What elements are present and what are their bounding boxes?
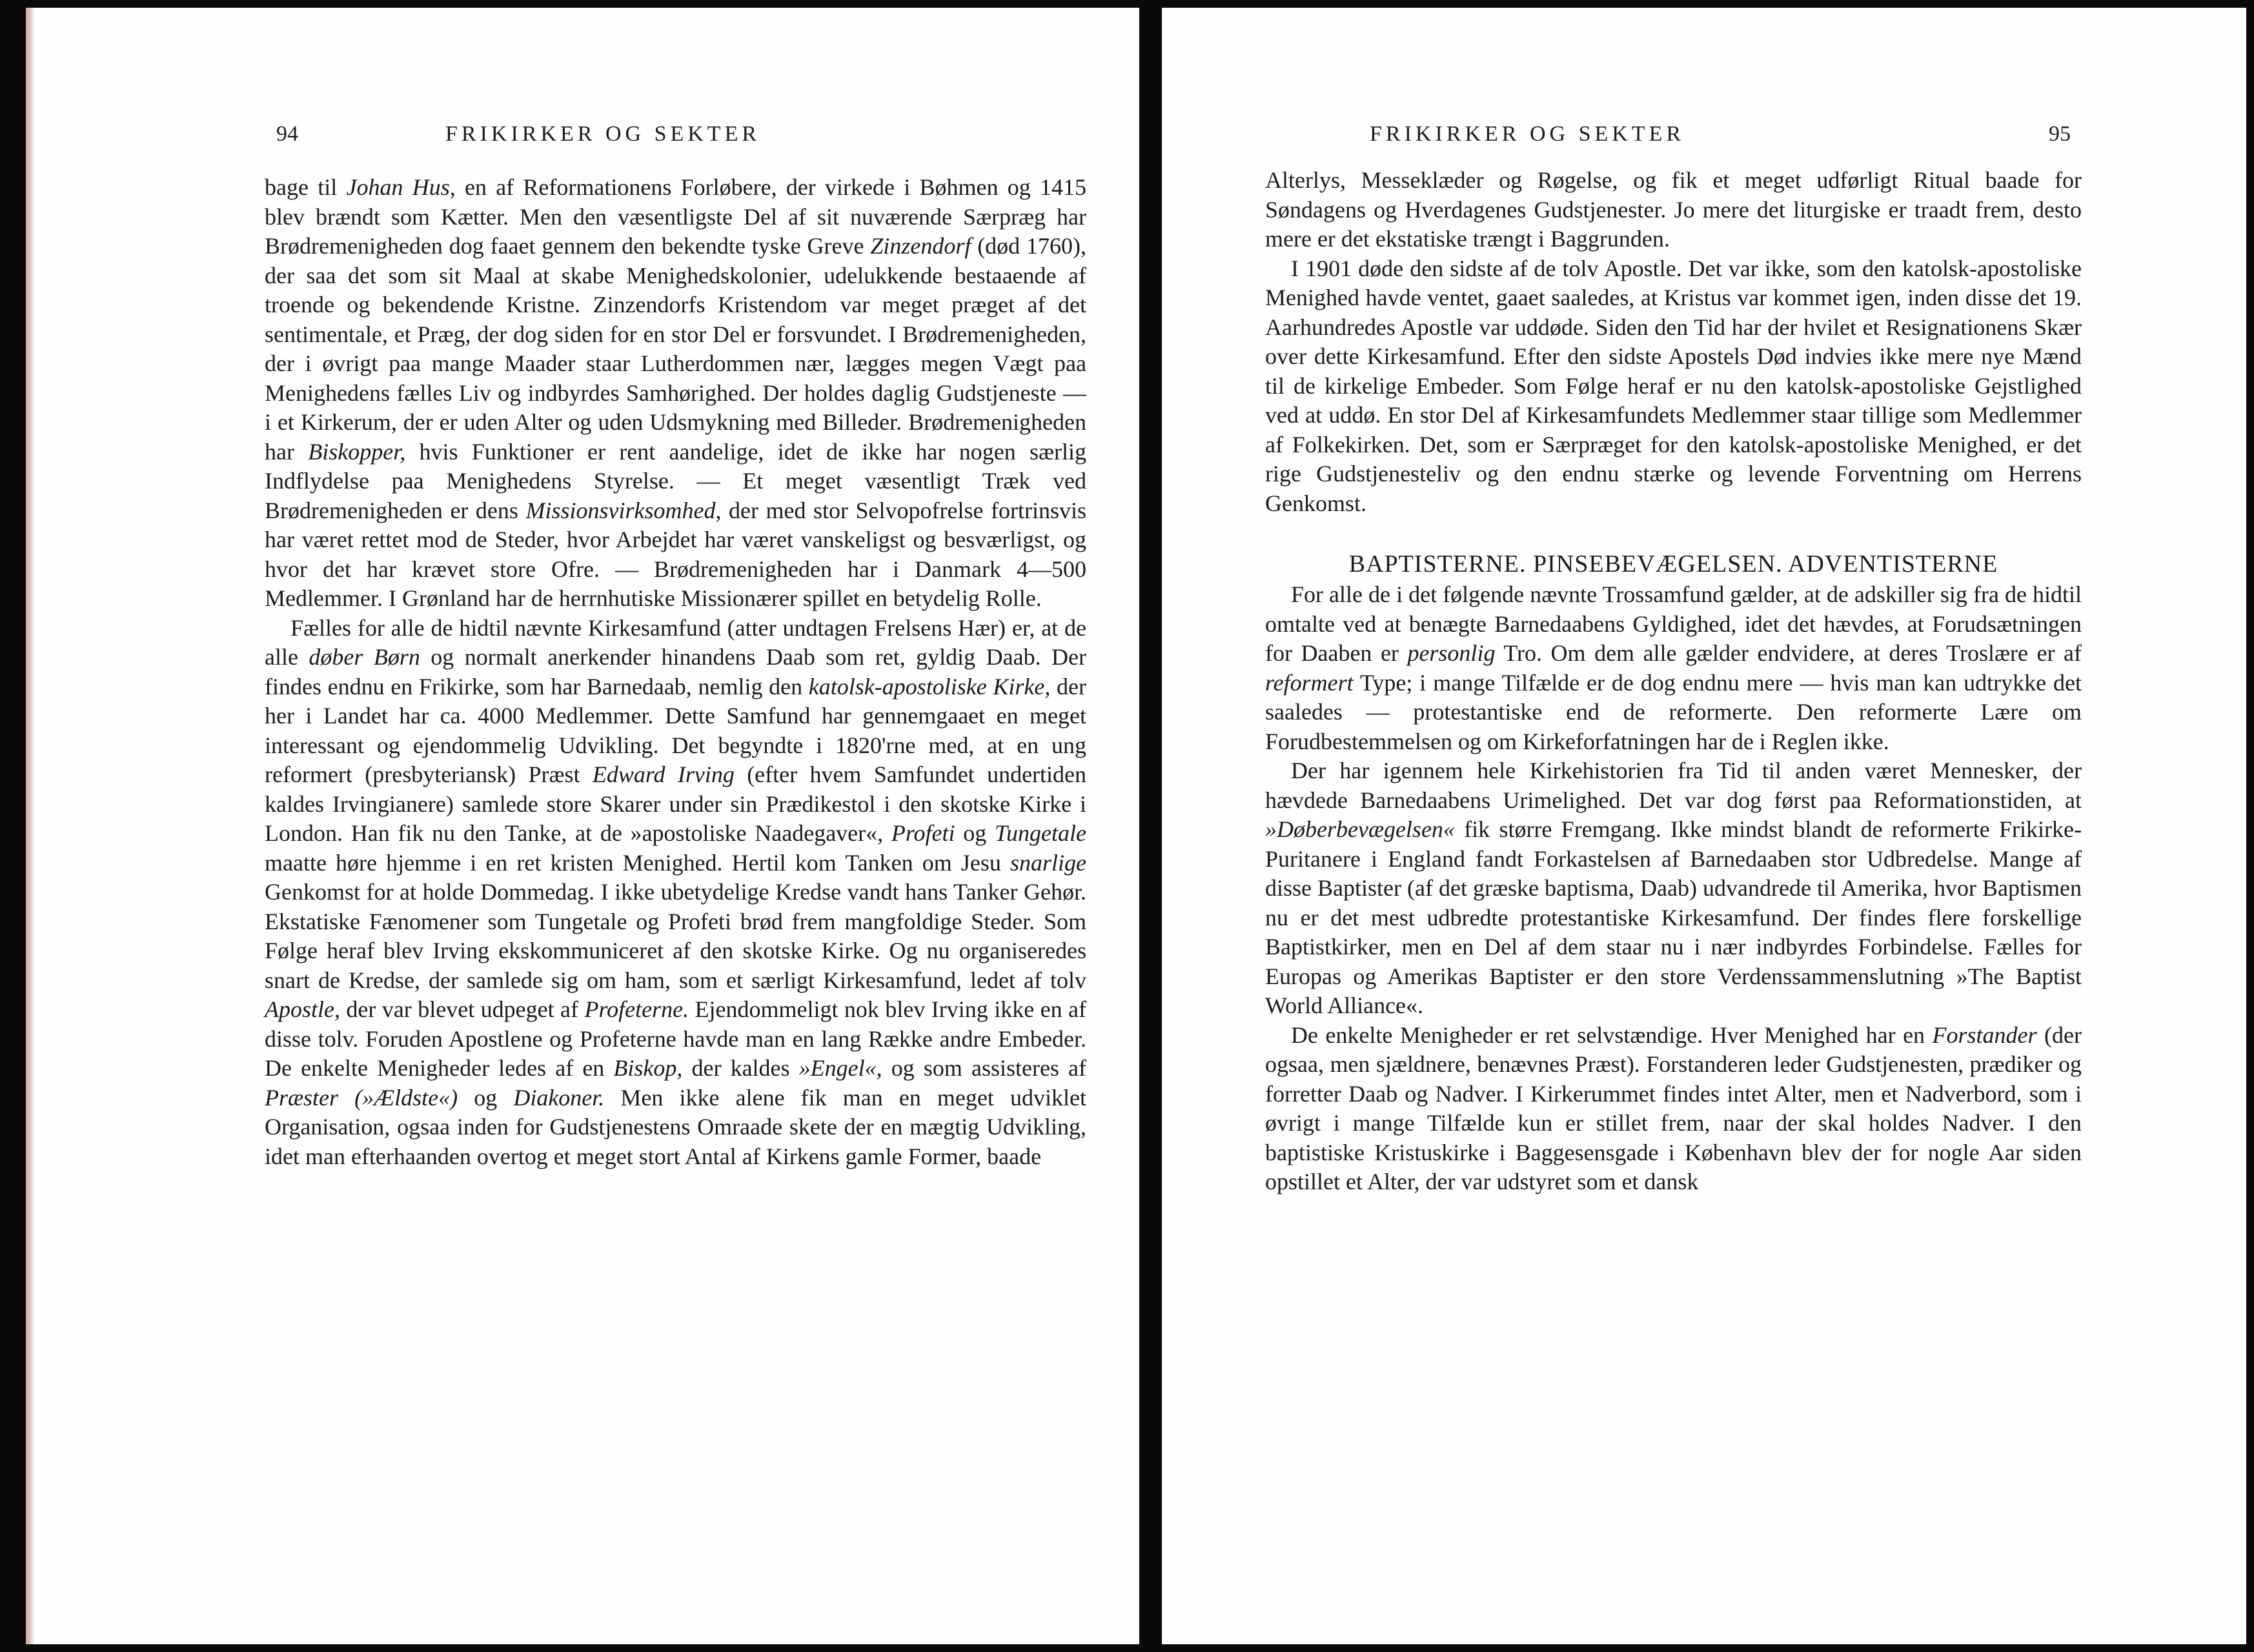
italic-run: Profeterne. — [584, 996, 689, 1022]
page-number-right: 95 — [2049, 122, 2071, 146]
paragraph: For alle de i det følgende nævnte Trossamfund gælder, at de adskiller sig fra de hidtil omtalte ved at benægte Barnedaabens Gyldighed, idet det hævdes, at Forudsætningen for Daaben er personlig Tro. Om dem alle gælder endvidere, at deres Troslære er af reformert Type; i mange Tilfælde er de dog endnu mere — hvis man kan udtrykke det saaledes — protestantiske end de reformerte. Den reformerte Lære om Forudbestemmelsen og om Kirkeforfatningen har de i Reglen ikke. — [1265, 581, 2082, 754]
italic-run: »Døberbevægelsen« — [1265, 816, 1455, 842]
italic-run: Diakoner. — [513, 1084, 605, 1111]
right-page — [1162, 8, 2246, 1644]
running-title-left: FRIKIRKER OG SEKTER — [445, 122, 761, 146]
paragraph: Fælles for alle de hidtil nævnte Kirkesamfund (atter undtagen Frelsens Hær) er, at de alle døber Børn og normalt anerkender hinandens Daab som ret, gyldig Daab. Der findes endnu en Frikirke, som har Barnedaab, nemlig den katolsk-apostoliske Kirke, der her i Landet har ca. 4000 Medlemmer. Dette Samfund har gennemgaaet en meget interessant og ejendommelig Udvikling. Det begyndte i 1820'rne med, at en ung reformert (presbyteriansk) Præst Edward Irving (efter hvem Samfundet undertiden kaldes Irvingianere) samlede store Skarer under sin Prædikestol i den skotske Kirke i London. Han fik nu den Tanke, at de »apostoliske Naadegaver«, Profeti og Tungetale maatte høre hjemme i en ret kristen Menighed. Hertil kom Tanken om Jesu snarlige Genkomst for at holde Dommedag. I ikke ubetydelige Kredse vandt hans Tanker Gehør. Ekstatiske Fænomener som Tungetale og Profeti brød frem mangfoldige Steder. Som Følge heraf blev Irving ekskommuniceret af den skotske Kirke. Og nu organiseredes snart de Kredse, der samlede sig om ham, som et særligt Kirkesamfund, ledet af tolv Apostle, der var blevet udpeget af Profeterne. Ejendommeligt nok blev Irving ikke en af disse tolv. Foruden Apostlene og Profeterne havde man en lang Række andre Embeder. De enkelte Menigheder ledes af en Biskop, der kaldes »Engel«, og som assisteres af Præster (»Ældste«) og Diakoner. Men ikke alene fik man en meget udviklet Organisation, ogsaa inden for Gudstjenestens Omraade skete der en mægtig Udvikling, idet man efterhaanden overtog et meget stort Antal af Kirkens gamle Former, baade — [265, 614, 1087, 1169]
italic-run: Biskop, — [613, 1055, 683, 1081]
right-page-header — [1265, 115, 2071, 154]
italic-run: Missionsvirksomhed, — [525, 497, 722, 523]
page-edge-shadow — [26, 8, 35, 1644]
italic-run: Tungetale — [995, 820, 1086, 846]
left-page — [26, 8, 1139, 1644]
left-page-body — [265, 173, 1086, 1171]
italic-run: katolsk-apostoliske Kirke, — [808, 673, 1051, 700]
right-page-body — [1265, 166, 2082, 1197]
italic-run: Zinzendorf — [870, 233, 971, 259]
italic-run: Apostle, — [265, 996, 340, 1022]
italic-run: »Engel«, — [798, 1055, 882, 1081]
section-heading: BAPTISTERNE. PINSEBEVÆGELSEN. ADVENTISTERNE — [1348, 550, 1998, 578]
italic-run: snarlige — [1010, 849, 1086, 876]
running-title-right: FRIKIRKER OG SEKTER — [1370, 122, 1685, 146]
paragraph: Alterlys, Messeklæder og Røgelse, og fik et meget udførligt Ritual baade for Søndagens og Hverdagenes Gudstjenester. Jo mere det liturgiske er traadt frem, desto mere er det ekstatiske trængt i Baggrunden. — [1265, 167, 2082, 252]
left-page-header — [276, 115, 1091, 154]
paragraph: bage til Johan Hus, en af Reformationens Forløbere, der virkede i Bøhmen og 1415 blev brændt som Kætter. Men den væsentligste Del af sit nuværende Særpræg har Brødremenigheden dog faaet gennem den bekendte tyske Greve Zinzendorf (død 1760), der saa det som sit Maal at skabe Menighedskolonier, udelukkende bestaaende af troende og bekendende Kristne. Zinzendorfs Kristendom var meget præget af det sentimentale, et Præg, der dog siden for en stor Del er forsvundet. I Brødremenigheden, der i øvrigt paa mange Maader staar Lutherdommen nær, lægges megen Vægt paa Menighedens fælles Liv og indbyrdes Samhørighed. Der holdes daglig Gudstjeneste — i et Kirkerum, der er uden Alter og uden Udsmykning med Billeder. Brødremenigheden har Biskopper, hvis Funktioner er rent aandelige, idet de ikke har nogen særlig Indflydelse paa Menighedens Styrelse. — Et meget væsentligt Træk ved Brødremenigheden er dens Missionsvirksomhed, der med stor Selvopofrelse fortrinsvis har været rettet mod de Steder, hvor Arbejdet har været vanskeligst og besværligst, og hvor det har krævet store Ofre. — Brødremenigheden har i Danmark 4—500 Medlemmer. I Grønland har de herrnhutiske Missionærer spillet en betydelig Rolle. — [265, 174, 1087, 611]
italic-run: Profeti — [891, 820, 955, 846]
paragraph: De enkelte Menigheder er ret selvstændige. Hver Menighed har en Forstander (der ogsaa, men sjældnere, benævnes Præst). Forstanderen leder Gudstjenesten, prædiker og forretter Daab og Nadver. I Kirkerummet findes intet Alter, men et Nadverbord, som i øvrigt i mange Tilfælde kun er stillet frem, naar der skal holdes Nadver. I den baptistiske Kristuskirke i Baggesensgade i København blev der for nogle Aar siden opstillet et Alter, der var udstyret som et dansk — [1265, 1022, 2082, 1194]
italic-run: Forstander — [1932, 1022, 2037, 1048]
italic-run: reformert — [1265, 669, 1354, 696]
italic-run: døber Børn — [309, 644, 420, 670]
italic-run: personlig — [1407, 640, 1496, 666]
paragraph: Der har igennem hele Kirkehistorien fra Tid til anden været Mennesker, der hævdede Barnedaabens Urimelighed. Det var dog først paa Reformationstiden, at »Døberbevægelsen« fik større Fremgang. Ikke mindst blandt de reformerte Frikirke-Puritanere i England fandt Forkastelsen af Barnedaaben stor Udbredelse. Mange af disse Baptister (af det græske baptisma, Daab) udvandrede til Amerika, hvor Baptismen nu er det mest udbredte protestantiske Kirkesamfund. Der findes flere forskellige Baptistkirker, men en Del af dem staar nu i nær indbyrdes Forbindelse. Fælles for Europas og Amerikas Baptister er den store Verdenssammenslutning »The Baptist World Alliance«. — [1265, 758, 2082, 1018]
italic-run: Edward Irving — [592, 761, 735, 787]
italic-run: Præster (»Ældste«) — [265, 1084, 458, 1111]
italic-run: Johan Hus, — [346, 174, 456, 200]
italic-run: Biskopper, — [308, 438, 406, 465]
page-number-left: 94 — [276, 122, 298, 146]
paragraph: I 1901 døde den sidste af de tolv Apostle. Det var ikke, som den katolsk-apostoliske Menighed havde ventet, gaaet saaledes, at Kristus var kommet igen, inden disse det 19. Aarhundredes Apostle var uddøde. Siden den Tid har der hvilet et Resignationens Skær over dette Kirkesamfund. Efter den sidste Apostels Død indvies ikke mere nye Mænd til de kirkelige Embeder. Som Følge heraf er nu den katolsk-apostoliske Gejstlighed ved at uddø. En stor Del af Kirkesamfundets Medlemmer staar tillige som Medlemmer af Folkekirken. Det, som er Særpræget for den katolsk-apostoliske Menighed, er det rige Gudstjenesteliv og den endnu stærke og levende Forventning om Herrens Genkomst. — [1265, 255, 2082, 516]
